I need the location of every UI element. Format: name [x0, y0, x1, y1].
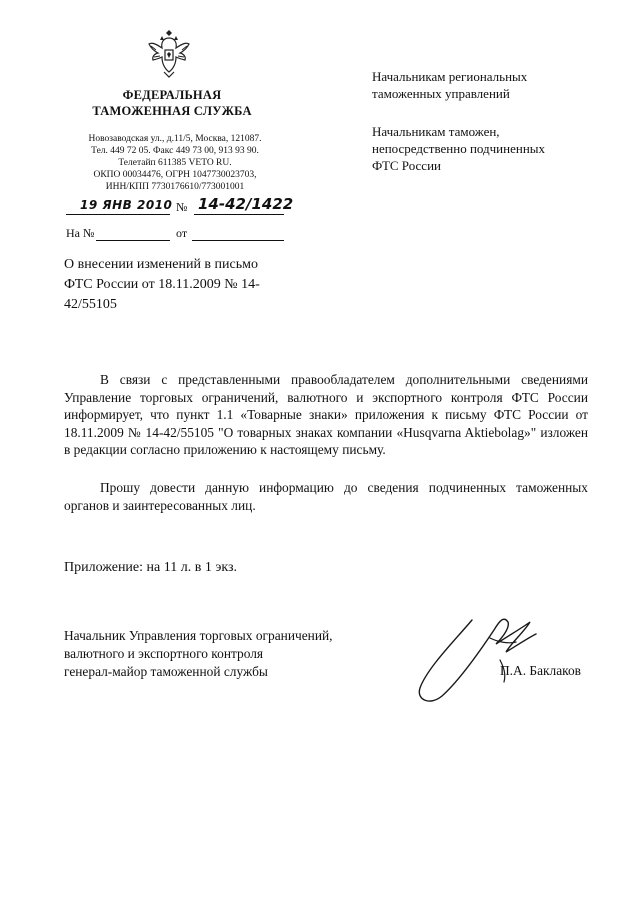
- recipient-line: непосредственно подчиненных: [372, 141, 546, 156]
- number-label: №: [176, 200, 188, 214]
- position-line: генерал-майор таможенной службы: [64, 664, 268, 679]
- handwritten-signature: [412, 608, 562, 708]
- address-line: Телетайп 611385 VETO RU.: [118, 158, 232, 168]
- position-line: валютного и экспортного контроля: [64, 646, 264, 661]
- registration-number: 14-42/1422: [198, 195, 294, 213]
- recipient-line: Начальникам региональных: [372, 69, 528, 84]
- body-paragraph-1: [64, 371, 588, 459]
- address-line: Новозаводская ул., д.11/5, Москва, 121087.: [88, 134, 262, 144]
- reference-from-label: от: [176, 226, 188, 240]
- signer-position: [64, 627, 384, 681]
- reference-number-label: На №: [66, 226, 95, 240]
- signer-name: П.А. Баклаков: [500, 663, 581, 678]
- registration-date: 19 ЯНВ 2010: [80, 198, 173, 212]
- address-line: Тел. 449 72 05. Факс 449 73 00, 913 93 90.: [91, 146, 259, 156]
- number-underline: [194, 214, 284, 215]
- paragraph-text: Прошу довести данную информацию до сведения подчиненных таможенных органов и заинтересованных лиц.: [64, 480, 588, 513]
- recipient-block-2: [372, 123, 612, 174]
- attachment-note: Приложение: на 11 л. в 1 экз.: [64, 560, 237, 575]
- paragraph-text: В связи с представленными правообладателем дополнительными сведениями Управление торговых ограничений, валютного и экспортного контроля ФТС России информирует, что пункт 1.1 «Товарные знаки» приложения к письму ФТС России от 18.11.2009 № 14-42/55105 "О товарных знаках компании «Husqvarna Aktiebolag»" изложен в редакции согласно приложению к настоящему письму.: [64, 372, 588, 457]
- recipient-line: таможенных управлений: [372, 86, 510, 101]
- address-line: ИНН/КПП 7730176610/773001001: [105, 182, 245, 192]
- letter-subject: О внесении изменений в письмо ФТС России от 18.11.2009 № 14-42/55105: [64, 257, 260, 312]
- body-paragraph-2: [64, 479, 588, 514]
- org-name-line2: ТАМОЖЕННАЯ СЛУЖБА: [92, 104, 252, 118]
- address-line: ОКПО 00034476, ОГРН 1047730023703,: [93, 170, 257, 180]
- recipient-line: Начальникам таможен,: [372, 124, 500, 139]
- org-name-line1: ФЕДЕРАЛЬНАЯ: [122, 88, 222, 102]
- reference-underline: [96, 240, 170, 241]
- double-headed-eagle-icon: [148, 30, 190, 78]
- recipient-line: ФТС России: [372, 158, 441, 173]
- recipient-block-1: [372, 68, 612, 102]
- date-underline: [66, 214, 170, 215]
- reference-date-underline: [192, 240, 284, 241]
- position-line: Начальник Управления торговых ограничений,: [64, 628, 333, 643]
